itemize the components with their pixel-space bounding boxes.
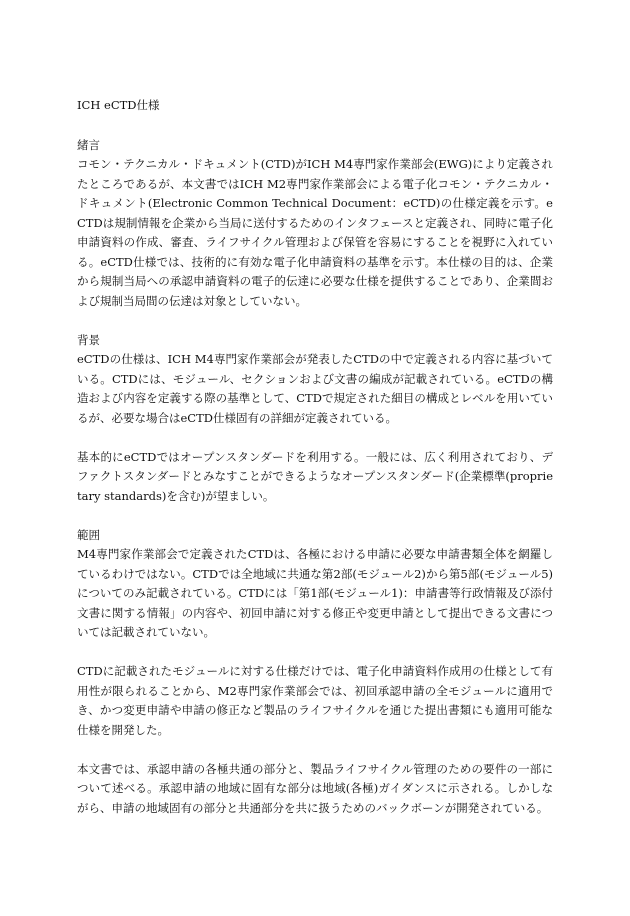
paragraph: eCTDの仕様は、ICH M4専門家作業部会が発表したCTDの中で定義される内容に基づいている。CTDには、モジュール、セクションおよび文書の編成が記載されている。eCTDの構造および内容を定義する際の基準として、CTDで規定された細目の構成とレベルを用いているが、必要な場合はeCTD仕様固有の詳細が定義されている。 (77, 352, 553, 425)
paragraph: コモン・テクニカル・ドキュメント(CTD)がICH M4専門家作業部会(EWG)により定義されたところであるが、本文書ではICH M2専門家作業部会による電子化コモン・テクニカル・ドキュメント(Electronic Common Technical Document：eCTD)の仕様定義を示す。eCTDは規制情報を企業から当局に送付するためのインタフェースと定義され、同時に電子化申請資料の作成、審査、ライフサイクル管理および保管を容易にすることを視野に入れている。eCTD仕様では、技術的に有効な電子化申請資料の基準を示す。本仕様の目的は、企業から規制当局への承認申請資料の電子的伝達に必要な仕様を提供することであり、企業間および規制当局間の伝達は対象としていない。 (77, 157, 553, 308)
section-introduction (77, 136, 553, 312)
paragraph: 基本的にeCTDではオープンスタンダードを利用する。一般には、広く利用されており、デファクトスタンダードとみなすことができるようなオープンスタンダード(企業標準(proprietary standards)を含む)が望ましい。 (77, 449, 553, 503)
section-background (77, 331, 553, 507)
section-heading: 緒言 (77, 137, 100, 152)
paragraph: CTDに記載されたモジュールに対する仕様だけでは、電子化申請資料作成用の仕様として有用性が限られることから、M2専門家作業部会では、初回承認申請の全モジュールに適用でき、かつ変更申請や申請の修正など製品のライフサイクルを通じた提出書類にも適用可能な仕様を開発した。 (77, 664, 553, 737)
paragraph: M4専門家作業部会で定義されたCTDは、各極における申請に必要な申請書類全体を網羅しているわけではない。CTDでは全地域に共通な第2部(モジュール2)から第5部(モジュール5)についてのみ記載されている。CTDには「第1部(モジュール1)：申請書等行政情報及び添付文書に関する情報」の内容や、初回申請に対する修正や変更申請として提出できる文書については記載されていない。 (77, 547, 553, 639)
section-heading: 範囲 (77, 527, 100, 542)
document-title: ICH eCTD仕様 (77, 98, 160, 112)
section-heading: 背景 (77, 332, 100, 347)
document-body (77, 96, 553, 838)
paragraph: 本文書では、承認申請の各極共通の部分と、製品ライフサイクル管理のための要件の一部について述べる。承認申請の地域に固有な部分は地域(各極)ガイダンスに示される。しかしながら、申請の地域固有の部分と共通部分を共に扱うためのバックボーンが開発されている。 (77, 761, 553, 815)
section-scope (77, 526, 553, 819)
